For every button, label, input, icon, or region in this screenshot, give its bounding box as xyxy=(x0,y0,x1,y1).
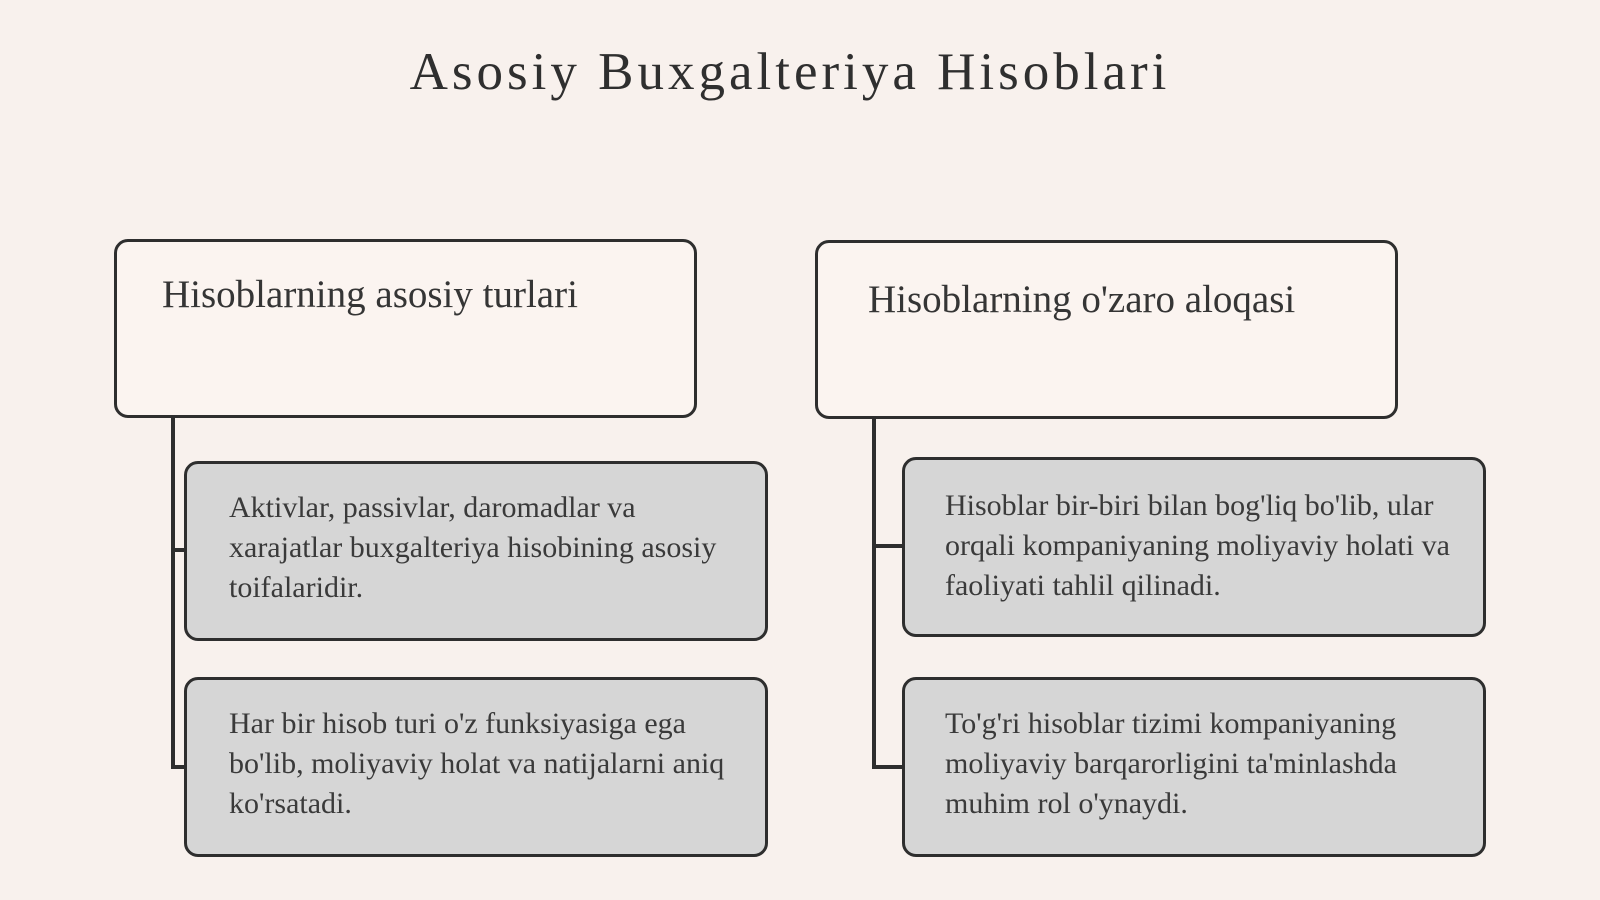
node-account-types-2 xyxy=(184,677,768,857)
node-text: To'g'ri hisoblar tizimi kompaniyaning moliyaviy barqarorligini ta'minlashda muhim rol o'ynaydi. xyxy=(945,707,1397,820)
left-connector-trunk xyxy=(171,416,175,769)
heading-account-relations: Hisoblarning o'zaro aloqasi xyxy=(868,278,1296,321)
node-account-types-1 xyxy=(184,461,768,641)
left-connector-branch-2 xyxy=(171,765,185,769)
node-account-relations-1 xyxy=(902,457,1486,637)
left-connector-branch-1 xyxy=(171,548,185,552)
heading-box-account-relations xyxy=(815,240,1398,419)
node-text: Hisoblar bir-biri bilan bog'liq bo'lib, ular orqali kompaniyaning moliyaviy holati va faoliyati tahlil qilinadi. xyxy=(945,489,1450,602)
right-connector-branch-2 xyxy=(872,765,904,769)
node-account-relations-2 xyxy=(902,677,1486,857)
heading-box-account-types xyxy=(114,239,697,418)
node-text: Aktivlar, passivlar, daromadlar va xarajatlar buxgalteriya hisobining asosiy toifalaridir. xyxy=(229,491,717,604)
right-connector-branch-1 xyxy=(872,544,904,548)
node-text: Har bir hisob turi o'z funksiyasiga ega bo'lib, moliyaviy holat va natijalarni aniq ko'rsatadi. xyxy=(229,707,725,820)
heading-account-types: Hisoblarning asosiy turlari xyxy=(162,273,578,316)
right-connector-trunk xyxy=(872,416,876,769)
slide-title: Asosiy Buxgalteriya Hisoblari xyxy=(409,43,1171,101)
